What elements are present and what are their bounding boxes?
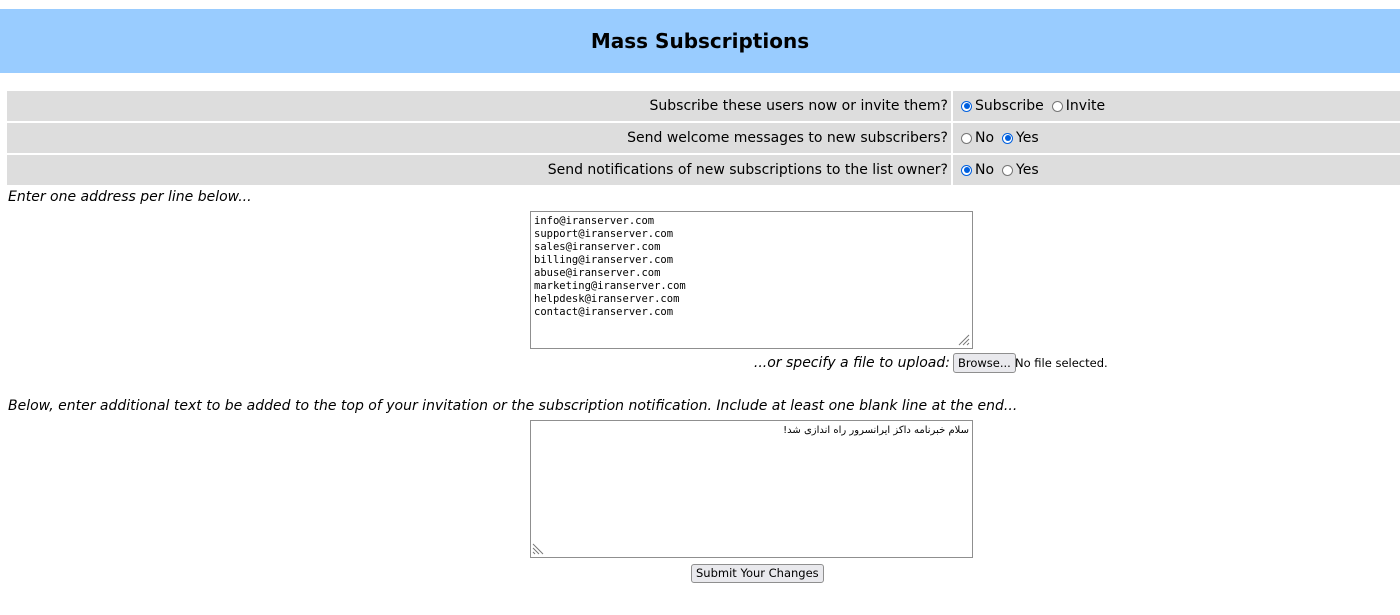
- invitation-label: Below, enter additional text to be added to the top of your invitation or the subscription notification. Include at least one blank line at the end...: [8, 398, 1018, 414]
- resize-grip-icon[interactable]: [958, 334, 970, 346]
- radio-welcome-yes[interactable]: [1002, 130, 1039, 146]
- option-choices: [953, 123, 1400, 153]
- option-row-subscribe-mode: [7, 91, 1400, 121]
- radio-label: Subscribe: [975, 98, 1044, 114]
- option-question-label: Send notifications of new subscriptions to the list owner?: [7, 155, 951, 185]
- radio-invite[interactable]: [1052, 98, 1105, 114]
- option-choices: [953, 155, 1400, 185]
- submit-button[interactable]: Submit Your Changes: [691, 564, 824, 583]
- radio-label: No: [975, 130, 995, 146]
- radio-checked-icon[interactable]: [1002, 133, 1013, 144]
- resize-grip-icon[interactable]: [532, 543, 544, 555]
- file-upload-label: ...or specify a file to upload:: [753, 355, 950, 371]
- addresses-label: Enter one address per line below...: [8, 189, 252, 205]
- radio-unchecked-icon[interactable]: [1052, 101, 1063, 112]
- option-row-notify-owner: [7, 155, 1400, 185]
- option-row-welcome: [7, 123, 1400, 153]
- radio-label: No: [975, 162, 995, 178]
- addresses-textarea[interactable]: info@iranserver.com support@iranserver.com sales@iranserver.com billing@iranserver.com abuse@iranserver.com marketing@iranserver.com helpdesk@iranserver.com contact@iranserver.com: [530, 211, 973, 349]
- file-upload-row: [0, 353, 1400, 373]
- radio-label: Yes: [1016, 130, 1039, 146]
- radio-unchecked-icon[interactable]: [1002, 165, 1013, 176]
- radio-notify-no[interactable]: [961, 162, 994, 178]
- page-title: Mass Subscriptions: [590, 29, 810, 53]
- option-question-label: Send welcome messages to new subscribers?: [7, 123, 951, 153]
- option-question-label: Subscribe these users now or invite them?: [7, 91, 951, 121]
- radio-subscribe[interactable]: [961, 98, 1044, 114]
- file-status-text: No file selected.: [1015, 356, 1108, 370]
- radio-unchecked-icon[interactable]: [961, 133, 972, 144]
- radio-notify-yes[interactable]: [1002, 162, 1039, 178]
- page-header: [0, 9, 1400, 73]
- radio-label: Invite: [1065, 98, 1106, 114]
- invitation-textarea[interactable]: سلام خبرنامه داکز ایرانسرور راه اندازی شد!: [530, 420, 973, 558]
- radio-welcome-no[interactable]: [961, 130, 994, 146]
- option-choices: [953, 91, 1400, 121]
- radio-checked-icon[interactable]: [961, 165, 972, 176]
- browse-button[interactable]: Browse...: [953, 353, 1016, 373]
- radio-label: Yes: [1016, 162, 1039, 178]
- radio-checked-icon[interactable]: [961, 101, 972, 112]
